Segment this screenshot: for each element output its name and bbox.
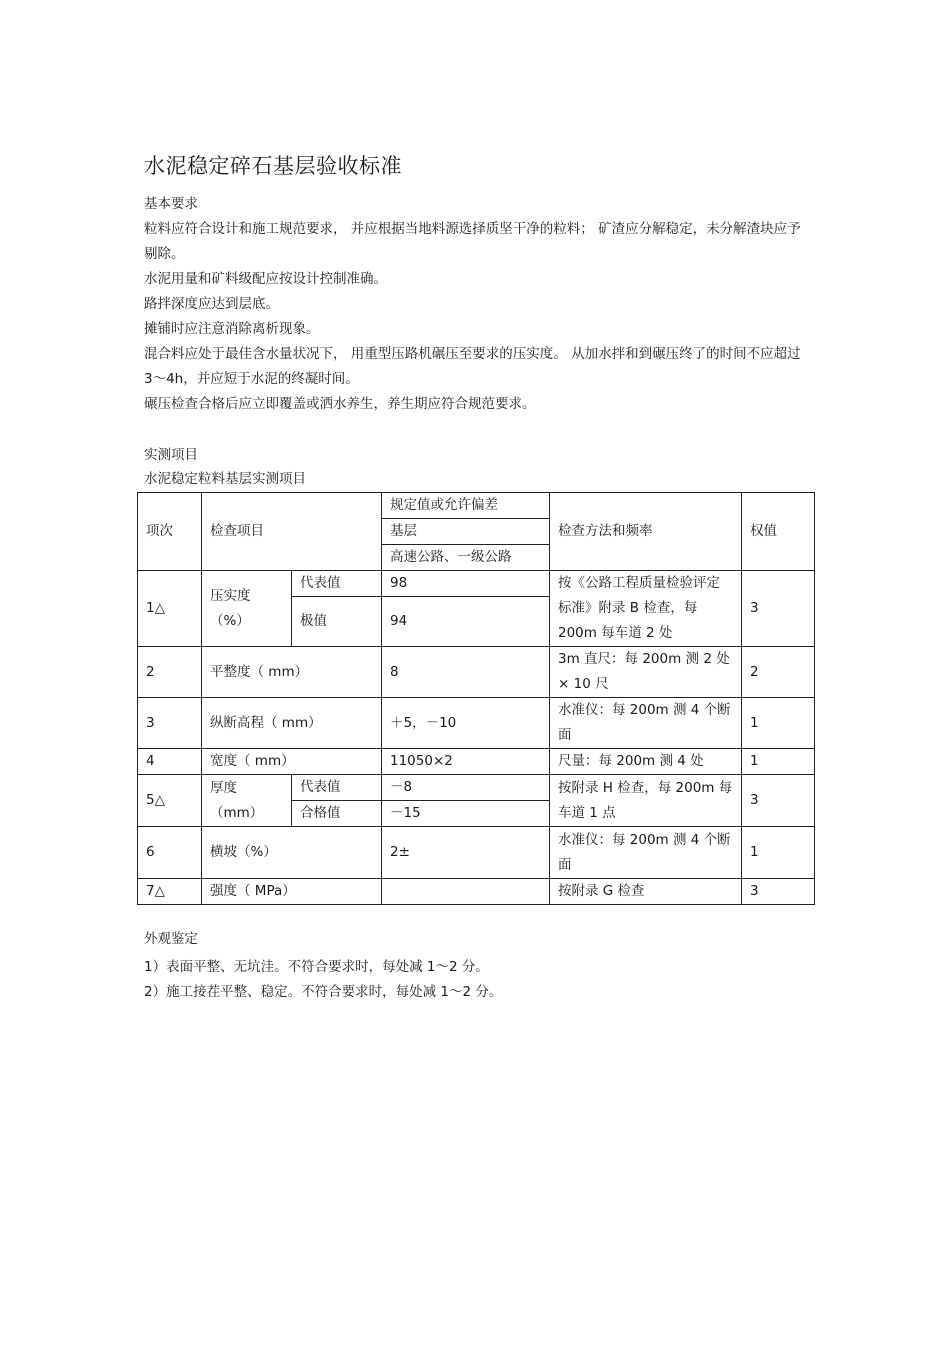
cell-seq: 6 (138, 827, 202, 879)
cell-item: 强度（ MPa） (202, 879, 382, 905)
cell-value: 2± (382, 827, 550, 879)
cell-method: 水准仪：每 200m 测 4 个断面 (550, 827, 742, 879)
cell-seq: 5△ (138, 775, 202, 827)
basic-requirement-item: 路拌深度应达到层底。 (144, 296, 279, 312)
cell-item: 压实度 （%） (202, 571, 292, 647)
appearance-heading: 外观鉴定 (144, 931, 198, 947)
table-row (138, 571, 815, 597)
table-row (138, 749, 815, 775)
cell-value (382, 879, 550, 905)
basic-requirement-item: 混合料应处于最佳含水量状况下， 用重型压路机碾压至要求的压实度。 从加水拌和到碾压终了的时间不应超过 3～4h，并应短于水泥的终凝时间。 (144, 346, 801, 387)
header-weight: 权值 (742, 493, 815, 571)
cell-method: 3m 直尺：每 200m 测 2 处× 10 尺 (550, 647, 742, 698)
header-seq: 项次 (138, 493, 202, 571)
cell-item: 横坡（%） (202, 827, 382, 879)
cell-weight: 3 (742, 571, 815, 647)
table-row (138, 647, 815, 698)
basic-requirement-item: 碾压检查合格后应立即覆盖或洒水养生，养生期应符合规范要求。 (144, 396, 536, 412)
cell-weight: 1 (742, 749, 815, 775)
cell-weight: 1 (742, 827, 815, 879)
cell-value: 94 (382, 597, 550, 647)
header-layer: 基层 (382, 519, 550, 545)
header-item: 检查项目 (202, 493, 382, 571)
cell-subitem: 代表值 (292, 775, 382, 801)
basic-requirement-item: 水泥用量和矿料级配应按设计控制准确。 (144, 271, 387, 287)
cell-method: 按《公路工程质量检验评定标准》附录 B 检查，每 200m 每车道 2 处 (550, 571, 742, 647)
cell-weight: 1 (742, 698, 815, 749)
header-road: 高速公路、一级公路 (382, 545, 550, 571)
table-header-row (138, 493, 815, 519)
cell-value: 8 (382, 647, 550, 698)
cell-item: 纵断高程（ mm） (202, 698, 382, 749)
cell-seq: 3 (138, 698, 202, 749)
cell-subitem: 合格值 (292, 801, 382, 827)
table-row (138, 879, 815, 905)
cell-item: 厚度 （mm） (202, 775, 292, 827)
basic-requirement-item: 粒料应符合设计和施工规范要求， 并应根据当地料源选择质坚干净的粒料； 矿渣应分解稳定，未分解渣块应予剔除。 (144, 221, 801, 262)
appearance-item: 1）表面平整、无坑洼。不符合要求时，每处减 1～2 分。 (144, 959, 489, 975)
cell-weight: 3 (742, 775, 815, 827)
table-row (138, 827, 815, 879)
header-spec: 规定值或允许偏差 (382, 493, 550, 519)
cell-item: 平整度（ mm） (202, 647, 382, 698)
cell-value: －8 (382, 775, 550, 801)
cell-seq: 4 (138, 749, 202, 775)
measured-items-table (137, 492, 815, 905)
header-method: 检查方法和频率 (550, 493, 742, 571)
cell-weight: 3 (742, 879, 815, 905)
cell-value: －15 (382, 801, 550, 827)
page-title: 水泥稳定碎石基层验收标准 (144, 154, 402, 178)
appearance-item: 2）施工接茬平整、稳定。不符合要求时，每处减 1～2 分。 (144, 984, 503, 1000)
table-title: 水泥稳定粒料基层实测项目 (144, 471, 306, 487)
table-row (138, 775, 815, 801)
cell-method: 尺量：每 200m 测 4 处 (550, 749, 742, 775)
cell-item: 宽度（ mm） (202, 749, 382, 775)
cell-method: 水准仪：每 200m 测 4 个断面 (550, 698, 742, 749)
cell-subitem: 极值 (292, 597, 382, 647)
cell-method: 按附录 H 检查，每 200m 每车道 1 点 (550, 775, 742, 827)
table-row (138, 698, 815, 749)
cell-value: 11050×2 (382, 749, 550, 775)
basic-requirement-item: 摊铺时应注意消除离析现象。 (144, 321, 320, 337)
cell-seq: 1△ (138, 571, 202, 647)
cell-value: ＋5，－10 (382, 698, 550, 749)
cell-weight: 2 (742, 647, 815, 698)
measured-items-heading: 实测项目 (144, 447, 198, 463)
cell-method: 按附录 G 检查 (550, 879, 742, 905)
cell-value: 98 (382, 571, 550, 597)
cell-seq: 7△ (138, 879, 202, 905)
cell-seq: 2 (138, 647, 202, 698)
basic-requirements-heading: 基本要求 (144, 196, 198, 212)
cell-subitem: 代表值 (292, 571, 382, 597)
